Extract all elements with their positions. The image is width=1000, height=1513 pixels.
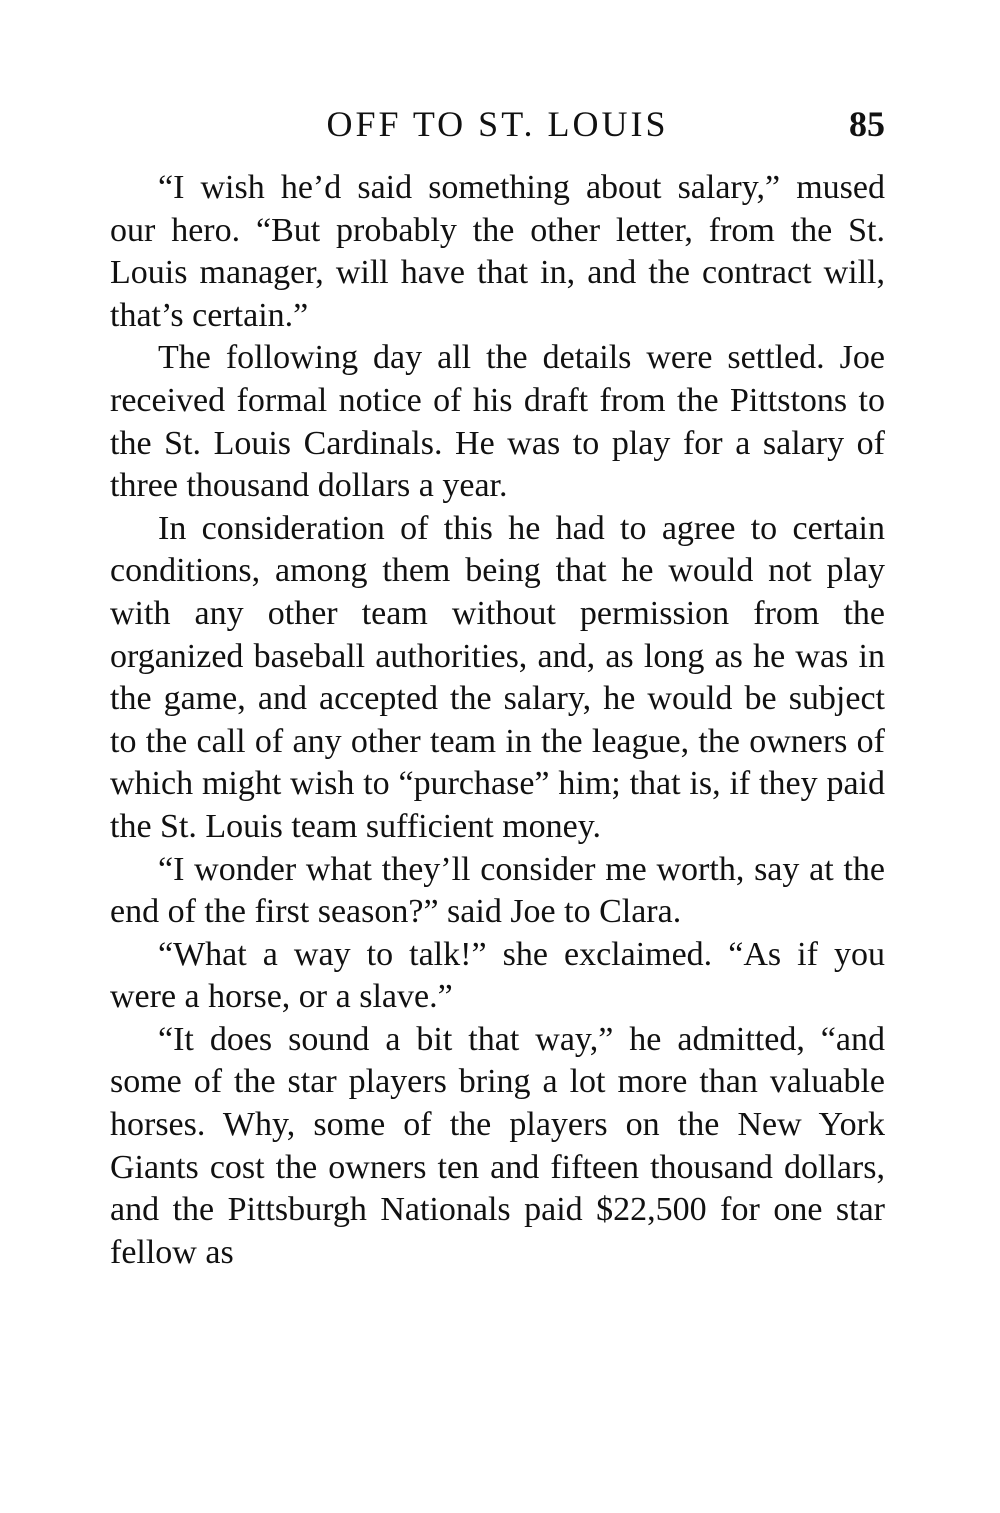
page-header [110,100,885,148]
paragraph: “What a way to talk!” she exclaimed. “As if you were a horse, or a slave.” [110,935,885,1016]
paragraph: The following day all the details were settled. Joe received formal notice of his draft from the Pittstons to the St. Louis Cardinals. He was to play for a salary of three thousand dollars a year. [110,339,885,505]
page-number: 85 [849,104,885,144]
paragraph: “I wish he’d said something about salary,” mused our hero. “But probably the other letter, from the St. Louis manager, will have that in, and the contract will, that’s certain.” [110,169,885,334]
running-head-title: OFF TO ST. LOUIS [326,104,669,144]
paragraph: “It does sound a bit that way,” he admitted, “and some of the star players bring a lot more than valuable horses. Why, some of the players on the New York Giants cost the owners ten and fifteen thousand dollars, and the Pittsburgh Nationals paid $22,500 for one star fellow as [110,1020,885,1271]
body-text [110,167,885,1274]
paragraph: “I wonder what they’ll consider me worth, say at the end of the first season?” said Joe to Clara. [110,850,885,931]
paragraph: In consideration of this he had to agree to certain conditions, among them being that he would not play with any other team without permission from the organized baseball authorities, and, as long as he was in the game, and accepted the salary, he would be subject to the call of any other team in the league, the owners of which might wish to “purchase” him; that is, if they paid the St. Louis team sufficient money. [110,509,885,845]
